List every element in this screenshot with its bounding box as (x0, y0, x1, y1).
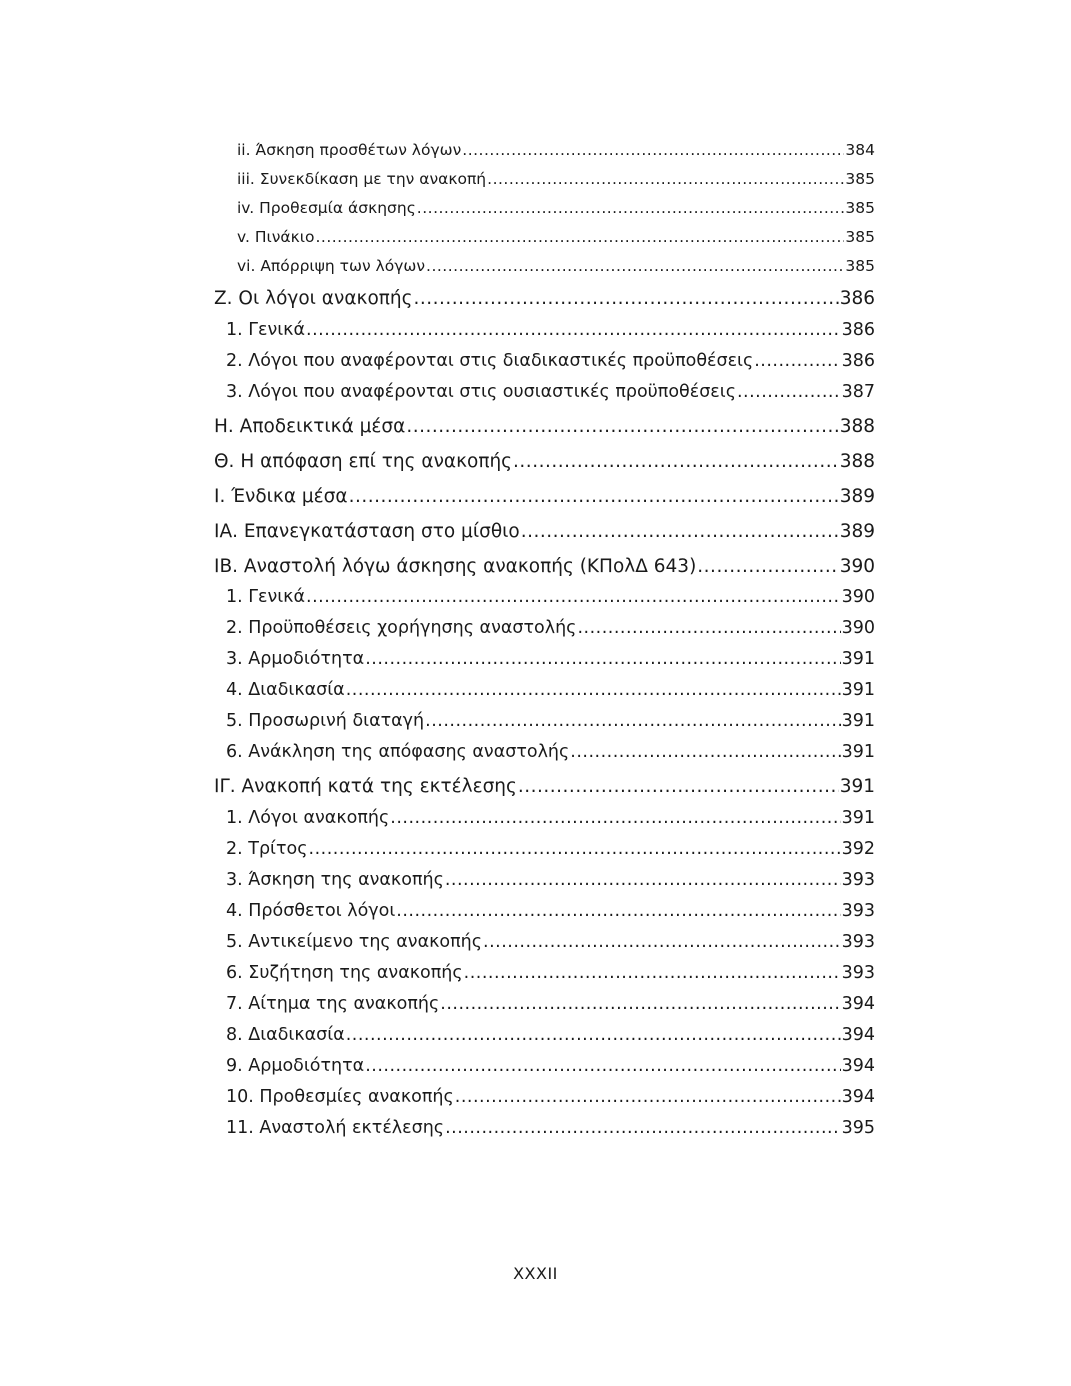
toc-entry-label: ΙΒ. Αναστολή λόγω άσκησης ανακοπής (ΚΠολΔ 643) (214, 556, 697, 577)
toc-entry-label: 6. Ανάκληση της απόφασης αναστολής (226, 742, 570, 762)
toc-entry-page: 389 (839, 521, 875, 542)
toc-entry-label: 3. Άσκηση της ανακοπής (226, 870, 444, 890)
toc-entry[interactable] (226, 1089, 875, 1107)
toc-entry-page: 394 (841, 1087, 875, 1107)
toc-entry-label: 2. Προϋποθέσεις χορήγησης αναστολής (226, 618, 577, 638)
toc-entry[interactable] (226, 713, 875, 731)
toc-entry-page: 388 (839, 416, 875, 437)
toc-entry[interactable] (226, 682, 875, 700)
toc-entry-label: 9. Αρμοδιότητα (226, 1056, 365, 1076)
toc-entry-label: ii. Άσκηση προσθέτων λόγων (237, 141, 462, 159)
toc-entry[interactable] (226, 322, 875, 340)
toc-entry[interactable] (226, 872, 875, 890)
toc-entry-label: 10. Προθεσμίες ανακοπής (226, 1087, 454, 1107)
toc-entry-page: 390 (839, 556, 875, 577)
toc-entry-page: 393 (841, 870, 875, 890)
toc-entry[interactable] (226, 965, 875, 983)
toc-entry-label: Ζ. Οι λόγοι ανακοπής (214, 288, 413, 309)
toc-entry-page: 394 (841, 1025, 875, 1045)
toc-entry-label: Η. Αποδεικτικά μέσα (214, 416, 406, 437)
dot-leader (737, 384, 841, 402)
toc-entry-label: v. Πινάκιο (237, 228, 315, 246)
toc-section-entry[interactable] (214, 778, 875, 797)
toc-entry-page: 390 (841, 618, 875, 638)
dot-leader (754, 353, 840, 371)
toc-entry-page: 386 (841, 320, 875, 340)
toc-entry-page: 390 (841, 587, 875, 607)
toc-entry-label: 6. Συζήτηση της ανακοπής (226, 963, 463, 983)
dot-leader (413, 290, 838, 309)
toc-entry-page: 386 (839, 288, 875, 309)
dot-leader (315, 230, 844, 246)
toc-entry-page: 388 (839, 451, 875, 472)
toc-entry-label: 2. Λόγοι που αναφέρονται στις διαδικαστικές προϋποθέσεις (226, 351, 754, 371)
dot-leader (462, 143, 844, 159)
dot-leader (570, 744, 840, 762)
toc-entry[interactable] (226, 589, 875, 607)
toc-entry[interactable] (226, 384, 875, 402)
dot-leader (445, 872, 841, 890)
toc-entry-label: iv. Προθεσμία άσκησης (237, 199, 416, 217)
toc-entry-label: 7. Αίτημα της ανακοπής (226, 994, 440, 1014)
toc-entry-label: 1. Λόγοι ανακοπής (226, 808, 390, 828)
toc-entry-page: 391 (841, 742, 875, 762)
toc-section-entry[interactable] (214, 453, 875, 472)
toc-entry-page: 385 (845, 170, 875, 188)
toc-entry-page: 385 (845, 257, 875, 275)
toc-entry[interactable] (237, 259, 875, 275)
toc-entry[interactable] (226, 620, 875, 638)
dot-leader (577, 620, 840, 638)
toc-entry[interactable] (226, 353, 875, 371)
toc-entry-page: 391 (839, 776, 875, 797)
toc-entry-page: 394 (841, 994, 875, 1014)
toc-entry-label: Ι. Ένδικα μέσα (214, 486, 348, 507)
dot-leader (445, 1120, 841, 1138)
toc-entry-label: Θ. Η απόφαση επί της ανακοπής (214, 451, 513, 472)
toc-entry-page: 391 (841, 649, 875, 669)
dot-leader (396, 903, 840, 921)
dot-leader (697, 558, 838, 577)
dot-leader (521, 523, 839, 542)
toc-section-entry[interactable] (214, 418, 875, 437)
toc-entry-label: 5. Προσωρινή διαταγή (226, 711, 425, 731)
dot-leader (513, 453, 839, 472)
toc-entry-label: 8. Διαδικασία (226, 1025, 345, 1045)
toc-entry[interactable] (226, 810, 875, 828)
toc-entry-page: 391 (841, 808, 875, 828)
toc-entry-label: vi. Απόρριψη των λόγων (237, 257, 426, 275)
toc-entry[interactable] (226, 841, 875, 859)
dot-leader (483, 934, 841, 952)
dot-leader (346, 682, 841, 700)
dot-leader (346, 1027, 841, 1045)
toc-entry[interactable] (226, 996, 875, 1014)
dot-leader (464, 965, 841, 983)
toc-section-entry[interactable] (214, 290, 875, 309)
toc-entry-label: 5. Αντικείμενο της ανακοπής (226, 932, 483, 952)
dot-leader (487, 172, 844, 188)
dot-leader (440, 996, 840, 1014)
toc-entry-page: 391 (841, 680, 875, 700)
toc-entry-label: ΙΑ. Επανεγκατάσταση στο μίσθιο (214, 521, 520, 542)
toc-entry-page: 395 (841, 1118, 875, 1138)
page-number: XXXII (513, 1264, 558, 1283)
dot-leader (306, 589, 841, 607)
dot-leader (309, 841, 841, 859)
dot-leader (306, 322, 841, 340)
toc-section-entry[interactable] (214, 523, 875, 542)
toc-entry[interactable] (237, 230, 875, 246)
toc-entry-page: 393 (841, 932, 875, 952)
toc-entry-label: 4. Πρόσθετοι λόγοι (226, 901, 396, 921)
dot-leader (365, 1058, 840, 1076)
dot-leader (406, 418, 838, 437)
toc-section-entry[interactable] (214, 558, 875, 577)
toc-entry[interactable] (226, 1120, 875, 1138)
toc-entry-page: 385 (845, 199, 875, 217)
toc-entry-label: 1. Γενικά (226, 587, 306, 607)
toc-entry-label: iii. Συνεκδίκαση με την ανακοπή (237, 170, 487, 188)
dot-leader (390, 810, 840, 828)
dot-leader (417, 201, 845, 217)
toc-entry-page: 385 (845, 228, 875, 246)
toc-entry-label: 1. Γενικά (226, 320, 306, 340)
toc-entry[interactable] (237, 143, 875, 159)
dot-leader (455, 1089, 841, 1107)
toc-entry[interactable] (226, 903, 875, 921)
dot-leader (349, 488, 839, 507)
dot-leader (365, 651, 840, 669)
toc-entry-page: 386 (841, 351, 875, 371)
toc-entry[interactable] (237, 172, 875, 188)
toc-entry[interactable] (226, 934, 875, 952)
toc-entry-page: 393 (841, 963, 875, 983)
toc-entry[interactable] (226, 651, 875, 669)
toc-section-entry[interactable] (214, 488, 875, 507)
toc-entry-label: 3. Αρμοδιότητα (226, 649, 365, 669)
toc-entry-page: 389 (839, 486, 875, 507)
toc-entry-page: 384 (845, 141, 875, 159)
toc-entry-page: 394 (841, 1056, 875, 1076)
toc-entry-label: 2. Τρίτος (226, 839, 308, 859)
toc-entry[interactable] (226, 1058, 875, 1076)
toc-entry[interactable] (226, 1027, 875, 1045)
toc-entry-page: 393 (841, 901, 875, 921)
dot-leader (425, 713, 840, 731)
toc-entry-page: 392 (841, 839, 875, 859)
toc-entry-label: ΙΓ. Ανακοπή κατά της εκτέλεσης (214, 776, 517, 797)
toc-entry-page: 391 (841, 711, 875, 731)
toc-entry[interactable] (226, 744, 875, 762)
toc-entry-label: 11. Αναστολή εκτέλεσης (226, 1118, 445, 1138)
toc-entry-label: 3. Λόγοι που αναφέρονται στις ουσιαστικές προϋποθέσεις (226, 382, 736, 402)
toc-entry-page: 387 (841, 382, 875, 402)
toc-entry-label: 4. Διαδικασία (226, 680, 345, 700)
dot-leader (426, 259, 844, 275)
toc-entry[interactable] (237, 201, 875, 217)
dot-leader (518, 778, 839, 797)
